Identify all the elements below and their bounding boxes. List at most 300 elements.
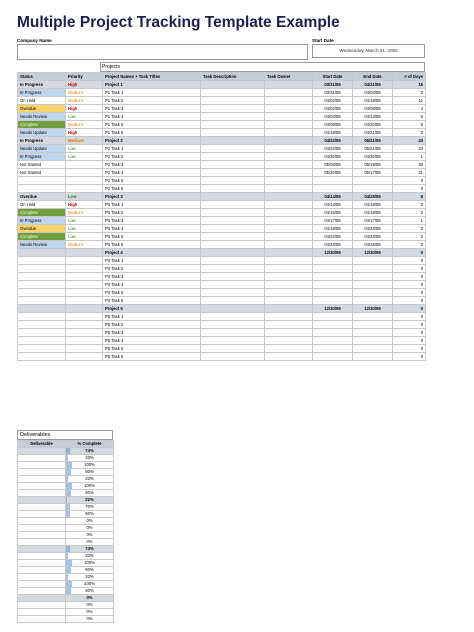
- task-description-cell[interactable]: [201, 81, 265, 89]
- task-name-cell[interactable]: P2 Task 3: [103, 161, 201, 169]
- status-cell[interactable]: [18, 257, 66, 265]
- status-cell[interactable]: [18, 289, 66, 297]
- task-description-cell[interactable]: [201, 89, 265, 97]
- column-header-days[interactable]: # of Days: [393, 73, 426, 81]
- days-cell[interactable]: 21: [393, 169, 426, 177]
- priority-cell[interactable]: Low: [66, 145, 103, 153]
- start-date-cell[interactable]: 04/30/55: [313, 153, 353, 161]
- task-row[interactable]: [18, 273, 426, 281]
- start-date-cell[interactable]: [313, 265, 353, 273]
- task-description-cell[interactable]: [201, 265, 265, 273]
- start-date-cell[interactable]: [313, 177, 353, 185]
- task-name-cell[interactable]: P1 Task 6: [103, 129, 201, 137]
- end-date-cell[interactable]: [353, 289, 393, 297]
- end-date-cell[interactable]: 06/19/55: [353, 161, 393, 169]
- days-cell[interactable]: 0: [393, 321, 426, 329]
- start-date-cell[interactable]: [313, 345, 353, 353]
- start-date-cell[interactable]: 04/02/55: [313, 105, 353, 113]
- status-cell[interactable]: Needs Review: [18, 113, 66, 121]
- task-description-cell[interactable]: [201, 281, 265, 289]
- priority-cell[interactable]: Low: [66, 193, 103, 201]
- deliverable-cell[interactable]: [18, 574, 66, 581]
- end-date-cell[interactable]: 04/25/55: [353, 241, 393, 249]
- task-name-cell[interactable]: P3 Task 1: [103, 201, 201, 209]
- status-cell[interactable]: [18, 337, 66, 345]
- priority-cell[interactable]: High: [66, 81, 103, 89]
- days-cell[interactable]: 0: [393, 297, 426, 305]
- task-name-cell[interactable]: P4 Task 3: [103, 273, 201, 281]
- end-date-cell[interactable]: 04/18/55: [353, 201, 393, 209]
- days-cell[interactable]: 0: [393, 345, 426, 353]
- status-cell[interactable]: [18, 305, 66, 313]
- status-cell[interactable]: In Progress: [18, 81, 66, 89]
- deliverable-cell[interactable]: [18, 483, 66, 490]
- deliverable-cell[interactable]: [18, 455, 66, 462]
- task-owner-cell[interactable]: [265, 321, 313, 329]
- task-name-cell[interactable]: P1 Task 5: [103, 121, 201, 129]
- end-date-cell[interactable]: 04/23/55: [353, 233, 393, 241]
- days-cell[interactable]: 11: [393, 97, 426, 105]
- start-date-cell[interactable]: [313, 337, 353, 345]
- deliverable-cell[interactable]: [18, 532, 66, 539]
- days-cell[interactable]: 8: [393, 193, 426, 201]
- task-owner-cell[interactable]: [265, 201, 313, 209]
- priority-cell[interactable]: Medium: [66, 89, 103, 97]
- task-name-cell[interactable]: P4 Task 5: [103, 289, 201, 297]
- status-cell[interactable]: [18, 297, 66, 305]
- start-date-cell[interactable]: [313, 321, 353, 329]
- days-cell[interactable]: 3: [393, 241, 426, 249]
- priority-cell[interactable]: High: [66, 201, 103, 209]
- task-owner-cell[interactable]: [265, 169, 313, 177]
- task-name-cell[interactable]: P1 Task 4: [103, 113, 201, 121]
- task-owner-cell[interactable]: [265, 225, 313, 233]
- days-cell[interactable]: 16: [393, 81, 426, 89]
- days-cell[interactable]: 0: [393, 249, 426, 257]
- start-date-cell[interactable]: [313, 353, 353, 361]
- deliverable-cell[interactable]: [18, 616, 66, 623]
- start-date-cell[interactable]: [313, 297, 353, 305]
- priority-cell[interactable]: [66, 353, 103, 361]
- task-owner-cell[interactable]: [265, 257, 313, 265]
- task-description-cell[interactable]: [201, 185, 265, 193]
- task-row[interactable]: [18, 321, 426, 329]
- task-owner-cell[interactable]: [265, 241, 313, 249]
- task-owner-cell[interactable]: [265, 329, 313, 337]
- company-name-field[interactable]: [17, 44, 308, 60]
- task-row[interactable]: [18, 177, 426, 185]
- task-name-cell[interactable]: P4 Task 6: [103, 297, 201, 305]
- column-header-description[interactable]: Task Description: [201, 73, 265, 81]
- column-header-end-date[interactable]: End Date: [353, 73, 393, 81]
- task-owner-cell[interactable]: [265, 177, 313, 185]
- days-cell[interactable]: 0: [393, 265, 426, 273]
- start-date-cell[interactable]: 05/08/55: [313, 161, 353, 169]
- days-cell[interactable]: 0: [393, 177, 426, 185]
- task-name-cell[interactable]: P2 Task 2: [103, 153, 201, 161]
- start-date-cell[interactable]: [313, 313, 353, 321]
- start-date-field[interactable]: Wednesday, March 31, 2055: [312, 44, 425, 58]
- task-name-cell[interactable]: P3 Task 3: [103, 217, 201, 225]
- start-date-cell[interactable]: 12/30/99: [313, 249, 353, 257]
- task-owner-cell[interactable]: [265, 145, 313, 153]
- days-cell[interactable]: 2: [393, 233, 426, 241]
- start-date-cell[interactable]: 04/23/55: [313, 241, 353, 249]
- end-date-cell[interactable]: 04/21/55: [353, 129, 393, 137]
- priority-cell[interactable]: [66, 289, 103, 297]
- priority-cell[interactable]: [66, 265, 103, 273]
- days-cell[interactable]: 0: [393, 185, 426, 193]
- end-date-cell[interactable]: 04/23/55: [353, 225, 393, 233]
- task-owner-cell[interactable]: [265, 217, 313, 225]
- start-date-cell[interactable]: 04/22/55: [313, 137, 353, 145]
- start-date-cell[interactable]: 04/22/55: [313, 145, 353, 153]
- task-row[interactable]: [18, 129, 426, 137]
- task-name-cell[interactable]: Project 5: [103, 305, 201, 313]
- days-cell[interactable]: 1: [393, 217, 426, 225]
- task-name-cell[interactable]: P3 Task 4: [103, 225, 201, 233]
- end-date-cell[interactable]: [353, 273, 393, 281]
- priority-cell[interactable]: [66, 313, 103, 321]
- task-owner-cell[interactable]: [265, 297, 313, 305]
- priority-cell[interactable]: Medium: [66, 209, 103, 217]
- task-description-cell[interactable]: [201, 233, 265, 241]
- end-date-cell[interactable]: [353, 281, 393, 289]
- status-cell[interactable]: In Progress: [18, 217, 66, 225]
- task-description-cell[interactable]: [201, 177, 265, 185]
- task-name-cell[interactable]: Project 3: [103, 193, 201, 201]
- start-date-cell[interactable]: [313, 281, 353, 289]
- deliverable-cell[interactable]: [18, 595, 66, 602]
- priority-cell[interactable]: [66, 273, 103, 281]
- task-row[interactable]: [18, 169, 426, 177]
- column-header-owner[interactable]: Task Owner: [265, 73, 313, 81]
- start-date-cell[interactable]: [313, 329, 353, 337]
- priority-cell[interactable]: [66, 321, 103, 329]
- task-name-cell[interactable]: P5 Task 1: [103, 313, 201, 321]
- task-owner-cell[interactable]: [265, 161, 313, 169]
- deliverable-cell[interactable]: [18, 553, 66, 560]
- end-date-cell[interactable]: [353, 257, 393, 265]
- deliverable-cell[interactable]: [18, 504, 66, 511]
- task-owner-cell[interactable]: [265, 89, 313, 97]
- end-date-cell[interactable]: 12/30/99: [353, 249, 393, 257]
- status-cell[interactable]: In Progress: [18, 137, 66, 145]
- task-row[interactable]: [18, 297, 426, 305]
- end-date-cell[interactable]: 06/17/55: [353, 169, 393, 177]
- task-row[interactable]: [18, 337, 426, 345]
- status-cell[interactable]: Needs Review: [18, 241, 66, 249]
- task-name-cell[interactable]: Project 4: [103, 249, 201, 257]
- task-name-cell[interactable]: P1 Task 2: [103, 97, 201, 105]
- deliverable-cell[interactable]: [18, 560, 66, 567]
- task-name-cell[interactable]: P2 Task 6: [103, 185, 201, 193]
- task-owner-cell[interactable]: [265, 97, 313, 105]
- task-row[interactable]: [18, 97, 426, 105]
- status-cell[interactable]: [18, 329, 66, 337]
- days-cell[interactable]: 0: [393, 337, 426, 345]
- priority-cell[interactable]: [66, 257, 103, 265]
- deliverable-cell[interactable]: [18, 518, 66, 525]
- end-date-cell[interactable]: 06/21/55: [353, 145, 393, 153]
- task-description-cell[interactable]: [201, 289, 265, 297]
- days-cell[interactable]: 0: [393, 273, 426, 281]
- task-owner-cell[interactable]: [265, 249, 313, 257]
- end-date-cell[interactable]: 04/03/55: [353, 89, 393, 97]
- days-cell[interactable]: 0: [393, 353, 426, 361]
- task-description-cell[interactable]: [201, 321, 265, 329]
- task-row[interactable]: [18, 161, 426, 169]
- end-date-cell[interactable]: 04/30/55: [353, 153, 393, 161]
- task-description-cell[interactable]: [201, 337, 265, 345]
- start-date-cell[interactable]: 04/03/55: [313, 113, 353, 121]
- days-cell[interactable]: 3: [393, 129, 426, 137]
- status-cell[interactable]: [18, 273, 66, 281]
- task-row[interactable]: [18, 217, 426, 225]
- task-owner-cell[interactable]: [265, 313, 313, 321]
- end-date-cell[interactable]: 06/21/55: [353, 137, 393, 145]
- status-cell[interactable]: On Hold: [18, 97, 66, 105]
- deliverable-cell[interactable]: [18, 581, 66, 588]
- priority-cell[interactable]: High: [66, 105, 103, 113]
- start-date-cell[interactable]: 04/14/55: [313, 201, 353, 209]
- task-name-cell[interactable]: P5 Task 3: [103, 329, 201, 337]
- status-cell[interactable]: Overdue: [18, 105, 66, 113]
- priority-cell[interactable]: [66, 337, 103, 345]
- task-row[interactable]: [18, 153, 426, 161]
- deliverable-cell[interactable]: [18, 462, 66, 469]
- status-cell[interactable]: Complete: [18, 209, 66, 217]
- end-date-cell[interactable]: 04/25/55: [353, 193, 393, 201]
- task-description-cell[interactable]: [201, 113, 265, 121]
- start-date-cell[interactable]: [313, 273, 353, 281]
- start-date-cell[interactable]: 03/31/55: [313, 89, 353, 97]
- deliverable-cell[interactable]: [18, 602, 66, 609]
- project-row[interactable]: [18, 305, 426, 313]
- priority-cell[interactable]: [66, 249, 103, 257]
- task-name-cell[interactable]: P4 Task 1: [103, 257, 201, 265]
- task-description-cell[interactable]: [201, 209, 265, 217]
- end-date-cell[interactable]: 04/13/55: [353, 113, 393, 121]
- start-date-cell[interactable]: 04/17/55: [313, 217, 353, 225]
- task-row[interactable]: [18, 89, 426, 97]
- task-row[interactable]: [18, 329, 426, 337]
- deliverable-cell[interactable]: [18, 588, 66, 595]
- status-cell[interactable]: [18, 345, 66, 353]
- task-name-cell[interactable]: P3 Task 6: [103, 241, 201, 249]
- end-date-cell[interactable]: [353, 337, 393, 345]
- task-name-cell[interactable]: P2 Task 1: [103, 145, 201, 153]
- task-description-cell[interactable]: [201, 273, 265, 281]
- task-description-cell[interactable]: [201, 241, 265, 249]
- days-cell[interactable]: 0: [393, 289, 426, 297]
- deliverable-cell[interactable]: [18, 448, 66, 455]
- priority-cell[interactable]: Low: [66, 225, 103, 233]
- days-cell[interactable]: 0: [393, 257, 426, 265]
- task-row[interactable]: [18, 313, 426, 321]
- task-row[interactable]: [18, 121, 426, 129]
- column-header-start-date[interactable]: Start Date: [313, 73, 353, 81]
- end-date-cell[interactable]: [353, 353, 393, 361]
- column-header-name[interactable]: Project Names + Task Titles: [103, 73, 201, 81]
- task-description-cell[interactable]: [201, 329, 265, 337]
- task-name-cell[interactable]: P4 Task 2: [103, 265, 201, 273]
- priority-cell[interactable]: Medium: [66, 97, 103, 105]
- task-owner-cell[interactable]: [265, 137, 313, 145]
- deliverable-cell[interactable]: [18, 490, 66, 497]
- priority-cell[interactable]: Medium: [66, 241, 103, 249]
- status-cell[interactable]: [18, 177, 66, 185]
- task-owner-cell[interactable]: [265, 233, 313, 241]
- task-owner-cell[interactable]: [265, 281, 313, 289]
- deliverable-cell[interactable]: [18, 609, 66, 616]
- task-row[interactable]: [18, 105, 426, 113]
- days-cell[interactable]: 3: [393, 89, 426, 97]
- task-row[interactable]: [18, 145, 426, 153]
- task-description-cell[interactable]: [201, 153, 265, 161]
- days-cell[interactable]: 0: [393, 305, 426, 313]
- status-cell[interactable]: In Progress: [18, 89, 66, 97]
- days-cell[interactable]: 8: [393, 121, 426, 129]
- start-date-cell[interactable]: 12/30/99: [313, 305, 353, 313]
- priority-cell[interactable]: [66, 297, 103, 305]
- task-row[interactable]: [18, 209, 426, 217]
- priority-cell[interactable]: Low: [66, 153, 103, 161]
- start-date-cell[interactable]: 04/22/55: [313, 233, 353, 241]
- task-owner-cell[interactable]: [265, 273, 313, 281]
- task-owner-cell[interactable]: [265, 81, 313, 89]
- status-cell[interactable]: Not Started: [18, 161, 66, 169]
- days-cell[interactable]: 3: [393, 201, 426, 209]
- status-cell[interactable]: In Progress: [18, 153, 66, 161]
- priority-cell[interactable]: [66, 185, 103, 193]
- days-cell[interactable]: 0: [393, 329, 426, 337]
- priority-cell[interactable]: [66, 161, 103, 169]
- task-name-cell[interactable]: Project 2: [103, 137, 201, 145]
- start-date-cell[interactable]: [313, 185, 353, 193]
- task-owner-cell[interactable]: [265, 345, 313, 353]
- task-owner-cell[interactable]: [265, 305, 313, 313]
- days-cell[interactable]: 33: [393, 161, 426, 169]
- column-header-priority[interactable]: Priority: [66, 73, 103, 81]
- task-row[interactable]: [18, 345, 426, 353]
- deliverable-cell[interactable]: [18, 525, 66, 532]
- task-name-cell[interactable]: Project 1: [103, 81, 201, 89]
- task-name-cell[interactable]: P1 Task 1: [103, 89, 201, 97]
- project-row[interactable]: [18, 193, 426, 201]
- start-date-cell[interactable]: [313, 289, 353, 297]
- days-cell[interactable]: 1: [393, 153, 426, 161]
- task-row[interactable]: [18, 265, 426, 273]
- status-cell[interactable]: [18, 185, 66, 193]
- days-cell[interactable]: 2: [393, 209, 426, 217]
- task-name-cell[interactable]: P5 Task 5: [103, 345, 201, 353]
- status-cell[interactable]: Overdue: [18, 225, 66, 233]
- task-description-cell[interactable]: [201, 217, 265, 225]
- deliverable-cell[interactable]: [18, 497, 66, 504]
- task-description-cell[interactable]: [201, 145, 265, 153]
- task-row[interactable]: [18, 241, 426, 249]
- status-cell[interactable]: [18, 313, 66, 321]
- task-row[interactable]: [18, 225, 426, 233]
- task-description-cell[interactable]: [201, 161, 265, 169]
- priority-cell[interactable]: [66, 345, 103, 353]
- task-row[interactable]: [18, 257, 426, 265]
- deliverable-cell[interactable]: [18, 567, 66, 574]
- priority-cell[interactable]: Medium: [66, 137, 103, 145]
- task-description-cell[interactable]: [201, 105, 265, 113]
- start-date-cell[interactable]: 05/20/55: [313, 169, 353, 177]
- task-name-cell[interactable]: P2 Task 5: [103, 177, 201, 185]
- task-owner-cell[interactable]: [265, 185, 313, 193]
- task-name-cell[interactable]: P4 Task 4: [103, 281, 201, 289]
- task-owner-cell[interactable]: [265, 153, 313, 161]
- end-date-cell[interactable]: [353, 265, 393, 273]
- task-name-cell[interactable]: P5 Task 2: [103, 321, 201, 329]
- task-owner-cell[interactable]: [265, 193, 313, 201]
- end-date-cell[interactable]: 04/18/55: [353, 97, 393, 105]
- start-date-cell[interactable]: 04/18/55: [313, 225, 353, 233]
- task-row[interactable]: [18, 289, 426, 297]
- priority-cell[interactable]: [66, 169, 103, 177]
- status-cell[interactable]: Complete: [18, 121, 66, 129]
- deliverable-cell[interactable]: [18, 539, 66, 546]
- task-name-cell[interactable]: P2 Task 4: [103, 169, 201, 177]
- task-description-cell[interactable]: [201, 345, 265, 353]
- project-row[interactable]: [18, 249, 426, 257]
- start-date-cell[interactable]: 04/02/55: [313, 97, 353, 105]
- days-cell[interactable]: 43: [393, 145, 426, 153]
- status-cell[interactable]: [18, 249, 66, 257]
- task-description-cell[interactable]: [201, 225, 265, 233]
- task-name-cell[interactable]: P5 Task 6: [103, 353, 201, 361]
- task-description-cell[interactable]: [201, 305, 265, 313]
- priority-cell[interactable]: [66, 329, 103, 337]
- task-description-cell[interactable]: [201, 193, 265, 201]
- start-date-cell[interactable]: 03/31/55: [313, 81, 353, 89]
- deliverable-cell[interactable]: [18, 469, 66, 476]
- priority-cell[interactable]: Low: [66, 217, 103, 225]
- task-name-cell[interactable]: P5 Task 4: [103, 337, 201, 345]
- task-description-cell[interactable]: [201, 297, 265, 305]
- task-row[interactable]: [18, 353, 426, 361]
- task-owner-cell[interactable]: [265, 209, 313, 217]
- task-owner-cell[interactable]: [265, 337, 313, 345]
- days-cell[interactable]: 0: [393, 281, 426, 289]
- end-date-cell[interactable]: 04/08/55: [353, 105, 393, 113]
- end-date-cell[interactable]: 04/18/55: [353, 209, 393, 217]
- task-description-cell[interactable]: [201, 129, 265, 137]
- task-description-cell[interactable]: [201, 353, 265, 361]
- task-description-cell[interactable]: [201, 257, 265, 265]
- status-cell[interactable]: [18, 265, 66, 273]
- status-cell[interactable]: On Hold: [18, 201, 66, 209]
- task-description-cell[interactable]: [201, 249, 265, 257]
- deliverable-cell[interactable]: [18, 546, 66, 553]
- task-description-cell[interactable]: [201, 169, 265, 177]
- end-date-cell[interactable]: 04/21/55: [353, 81, 393, 89]
- task-row[interactable]: [18, 233, 426, 241]
- deliverable-cell[interactable]: [18, 511, 66, 518]
- task-owner-cell[interactable]: [265, 129, 313, 137]
- end-date-cell[interactable]: [353, 329, 393, 337]
- task-owner-cell[interactable]: [265, 265, 313, 273]
- start-date-cell[interactable]: 04/09/55: [313, 121, 353, 129]
- task-owner-cell[interactable]: [265, 113, 313, 121]
- end-date-cell[interactable]: [353, 313, 393, 321]
- end-date-cell[interactable]: 04/17/55: [353, 217, 393, 225]
- days-cell[interactable]: 6: [393, 113, 426, 121]
